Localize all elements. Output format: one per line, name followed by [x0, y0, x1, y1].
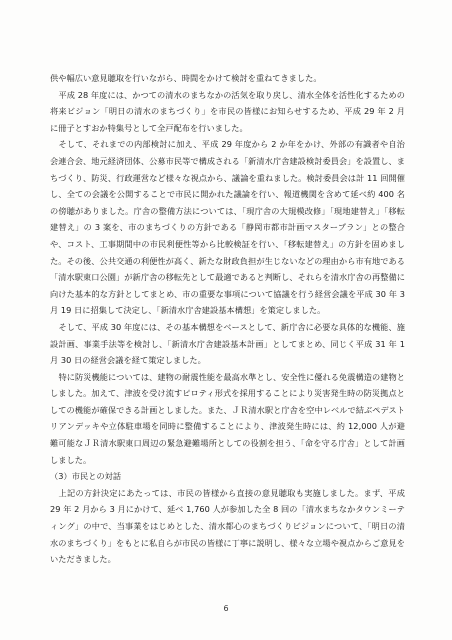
paragraph-disaster-function: 特に防災機能については、建物の耐震性能を最高水準とし、安全性に優れる免震構造の建物としました。加えて、津波を受け流すピロティ形式を採用することにより災害発生時の防災拠点としての機能が確保できる計画としました。また、ＪＲ清水駅と庁舎を空中レベルで結ぶペデストリアンデッキや立体駐車場を同時に整備することにより、津波発生時には、約 12,000 人が避難可能なＪＲ清水駅東口周辺の緊急避難場所としての役割を担う、「命を守る庁舎」として計画しました。 [50, 371, 405, 465]
page-number: 6 [223, 604, 229, 613]
paragraph-citizen-dialogue: 上記の方針決定にあたっては、市民の皆様から直接の意見聴取も実施しました。まず、平成 29 年 2 月から 3 月にかけて、延べ 1,760 人が参加した全 8 回の「清水まちなかタウンミーティング」の中で、当事業をはじめとした、清水都心のまちづくりビジョンについて、「明日の清水のまちづくり」をもとに私自らが市民の皆様に丁寧に説明し、様々な立場や視点からご意見をいただきました。 [50, 487, 405, 565]
section-heading-citizen-dialogue: （3）市民との対話 [50, 471, 122, 482]
document-body [50, 70, 405, 568]
paragraph-basic-plan: そして、平成 30 年度には、その基本構想をベースとして、新庁舎に必要な具体的な機能、施設計画、事業手法等を検討し、「新清水庁舎建設基本計画」としてまとめ、同じく平成 31 年 1 月 30 日の経営会議を経て策定しました。 [50, 321, 405, 366]
paragraph-review-committee: そして、それまでの内部検討に加え、平成 29 年度から 2 か年をかけ、外部の有識者や自治会連合会、地元経済団体、公募市民等で構成される「新清水庁舎建設検討委員会」を設置し、まちづくり、防災、行政運営など様々な視点から、議論を重ねました。検討委員会は計 11 回開催し、全ての会議を公開することで市民に開かれた議論を行い、報道機関を含めて延べ約 400 名の傍聴がありました。庁舎の整備方法については、「現庁舎の大規模改修」「現地建替え」「移転建替え」の 3 案を、市のまちづくりの方針である「静岡市都市計画マスタープラン」との整合や、コスト、工事期間中の市民利便性等から比較検証を行い、「移転建替え」の方針を固めました。その後、公共交通の利便性が高く、新たな財政負担が生じないなどの理由から市有地である「清水駅東口公園」が新庁舎の移転先として最適であると判断し、それらを清水庁舎の再整備に向けた基本的な方針としてまとめ、市の重要な事項について協議を行う経営会議を平成 30 年 3 月 19 日に招集して決定し、「新清水庁舎建設基本構想」を策定しました。 [50, 139, 405, 316]
paragraph-continuation: 供や幅広い意見聴取を行いながら、時間をかけて検討を重ねてきました。 [50, 73, 322, 83]
paragraph-vision-booklet: 平成 28 年度には、かつての清水のまちなかの活気を取り戻し、清水全体を活性化するための将来ビジョン「明日の清水のまちづくり」を市民の皆様にお知らせするため、平成 29 年 2 月に冊子とすおか特集号として全戸配布を行いました。 [50, 89, 405, 133]
